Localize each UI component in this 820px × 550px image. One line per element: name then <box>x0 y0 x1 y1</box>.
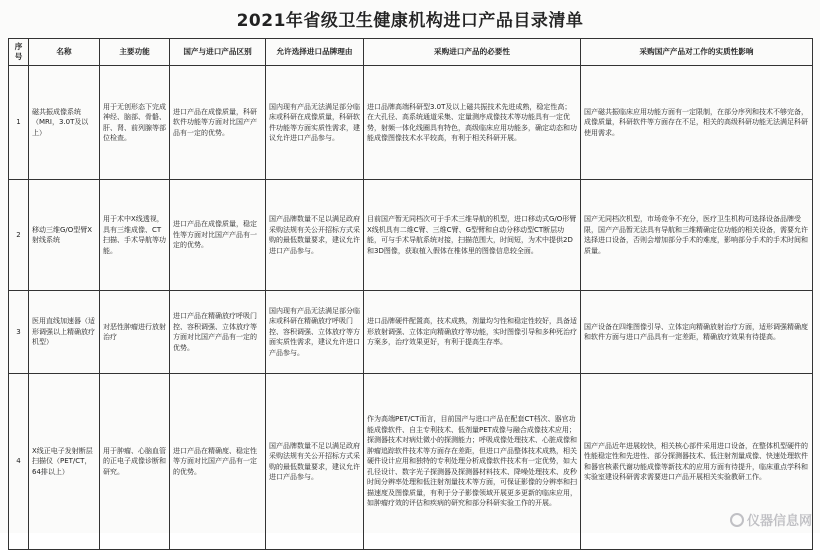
cell-impact: 国产无同档次机型，市场竞争不充分，医疗卫生机构可选择设备品牌受限，国产产品暂无法具有导航和三维精确定位功能的相关设备，需要允许选择进口设备，否则会增加部分手术的难度，影响部分手术的手术时间和质量。 <box>581 180 813 291</box>
cell-impact: 国产设备在四维图像引导、立体定向精确放射治疗方面，适形调强精确度和软件方面与进口产品具有一定差距，精确放疗效果有待提高。 <box>581 291 813 374</box>
cell-reason: 国内现有产品无法满足部分临床或科研在精确放疗呼吸门控、容积调强、立体放疗等方面实质性需求，建议允许进口产品参与。 <box>266 291 364 374</box>
table-row <box>9 291 813 374</box>
cell-function: 用于无创形态下完成神经、脑部、骨骼、肝、肾、前列腺等部位检查。 <box>100 66 170 180</box>
cell-difference: 进口产品在成像质量，稳定性等方面对比国产产品有一定的优势。 <box>170 180 266 291</box>
product-catalog-table <box>8 38 813 550</box>
header-function: 主要功能 <box>100 39 170 66</box>
cell-necessity: 目前国产暂无同档次可于手术三维导航的机型，进口移动式G/O形臂X线机具有二维C臂、三维C臂、G型臂和自动分移动型CT断层功能，可与手术导航系统对接，扫描范围大，时间短，为术中提供2D和3D图像，获取植入假体在椎体里的图像信息较全面。 <box>364 180 581 291</box>
watermark-text: 仪器信息网 <box>746 514 812 529</box>
cell-reason: 国内现有产品无法满足部分临床或科研在成像质量，科研软件功能等方面实质性需求，建议允许进口产品参与。 <box>266 66 364 180</box>
page-title: 2021年省级卫生健康机构进口产品目录清单 <box>236 11 584 31</box>
cell-necessity: 进口品牌高端科研型3.0T及以上磁共振技术先进成熟，稳定性高；在大孔径、高系统通道采集、定量测序成像技术等功能具有一定优势，射频一体化线圈具有特色，高级临床应用功能多，确定动态和功能成像图像技术水平较高，有利于相关科研开展。 <box>364 66 581 180</box>
header-reason: 允许选择进口品牌理由 <box>266 39 364 66</box>
cell-function: 用于肿瘤、心脑血管的正电子成像诊断和研究。 <box>100 374 170 550</box>
cell-name: X线正电子发射断层扫描仪（PET/CT，64排以上） <box>29 374 100 550</box>
cell-seq: 4 <box>9 374 29 550</box>
table-header-row <box>9 39 813 66</box>
cell-function: 对恶性肿瘤进行放射治疗 <box>100 291 170 374</box>
table-row <box>9 180 813 291</box>
cell-function: 用于术中X线透视，具有三维成像、CT扫描、手术导航等功能。 <box>100 180 170 291</box>
cell-name: 移动三维G/O型臂X射线系统 <box>29 180 100 291</box>
table-row <box>9 66 813 180</box>
cell-name: 磁共振成像系统（MRI，3.0T及以上） <box>29 66 100 180</box>
cell-name: 医用直线加速器（适形调强以上精确放疗机型） <box>29 291 100 374</box>
header-difference: 国产与进口产品区别 <box>170 39 266 66</box>
cell-seq: 2 <box>9 180 29 291</box>
header-impact: 采购国产产品对工作的实质性影响 <box>581 39 813 66</box>
cell-seq: 1 <box>9 66 29 180</box>
cell-necessity: 进口品牌硬件配置高，技术成熟，剂量均匀性和稳定性较好，具备适形放射调强、立体定向精确放疗等功能，实时图像引导和多种死治疗方案多，治疗效果更好，有利于提高生存率。 <box>364 291 581 374</box>
cell-difference: 进口产品在精确度、稳定性等方面对比国产产品有一定的优势。 <box>170 374 266 550</box>
cell-impact: 国产磁共振临床应用功能方面有一定限制，在部分序列和技术不够完备，成像质量，科研软件等方面存在不足，相关的高级科研功能无法满足科研使用需求。 <box>581 66 813 180</box>
cell-seq: 3 <box>9 291 29 374</box>
cell-impact: 国产产品近年进展较快，相关核心部件采用进口设备，在整体机型硬件的性能稳定性和先进性、部分探测器技术、低注射剂量成像、快速处理软件和器官核素代谢功能成像等新技术的应用方面有待提升，临床重点学科和实验室建设科研需求需要进口产品开展相关实验教研工作。 <box>581 374 813 550</box>
header-name: 名称 <box>29 39 100 66</box>
table-row <box>9 374 813 550</box>
watermark <box>730 510 812 529</box>
cell-difference: 进口产品在成像质量，科研软件功能等方面对比国产产品有一定的优势。 <box>170 66 266 180</box>
watermark-logo-icon <box>730 513 744 527</box>
cell-necessity: 作为高端PET/CT而言，目前国产与进口产品在配套CT档次、器官功能成像软件、自主专利技术、低剂量PET成像与融合成像技术应用；探测器技术对病灶微小的探测能力；呼吸成像处理技术、心脏成像和肿瘤追踪软件技术等方面存在差距，但进口产品整体技术成熟，相关硬件设计应用和独特的专利处理分析成像软件技术有一定优势，如大孔径设计、数字光子探测器及探测器材料技术、降噪处理技术、皮秒时间分辨率处理和低注射剂量技术等方面，可保证影像的分辨率和扫描速度及图像质量，有利于分子影像领域开展更多更新的临床应用，如肿瘤疗效的评估和疾病的研究和部分科研实验工作的开展。 <box>364 374 581 550</box>
cell-reason: 国产品牌数量不足以满足政府采购法规有关公开招标方式采购的最低数量要求，建议允许进口产品参与。 <box>266 180 364 291</box>
cell-difference: 进口产品在精确放疗呼吸门控、容积调强、立体放疗等方面对比国产产品有一定的优势。 <box>170 291 266 374</box>
cell-reason: 国产品牌数量不足以满足政府采购法规有关公开招标方式采购的最低数量要求，建议允许进口产品参与。 <box>266 374 364 550</box>
header-seq: 序号 <box>9 39 29 66</box>
header-necessity: 采购进口产品的必要性 <box>364 39 581 66</box>
